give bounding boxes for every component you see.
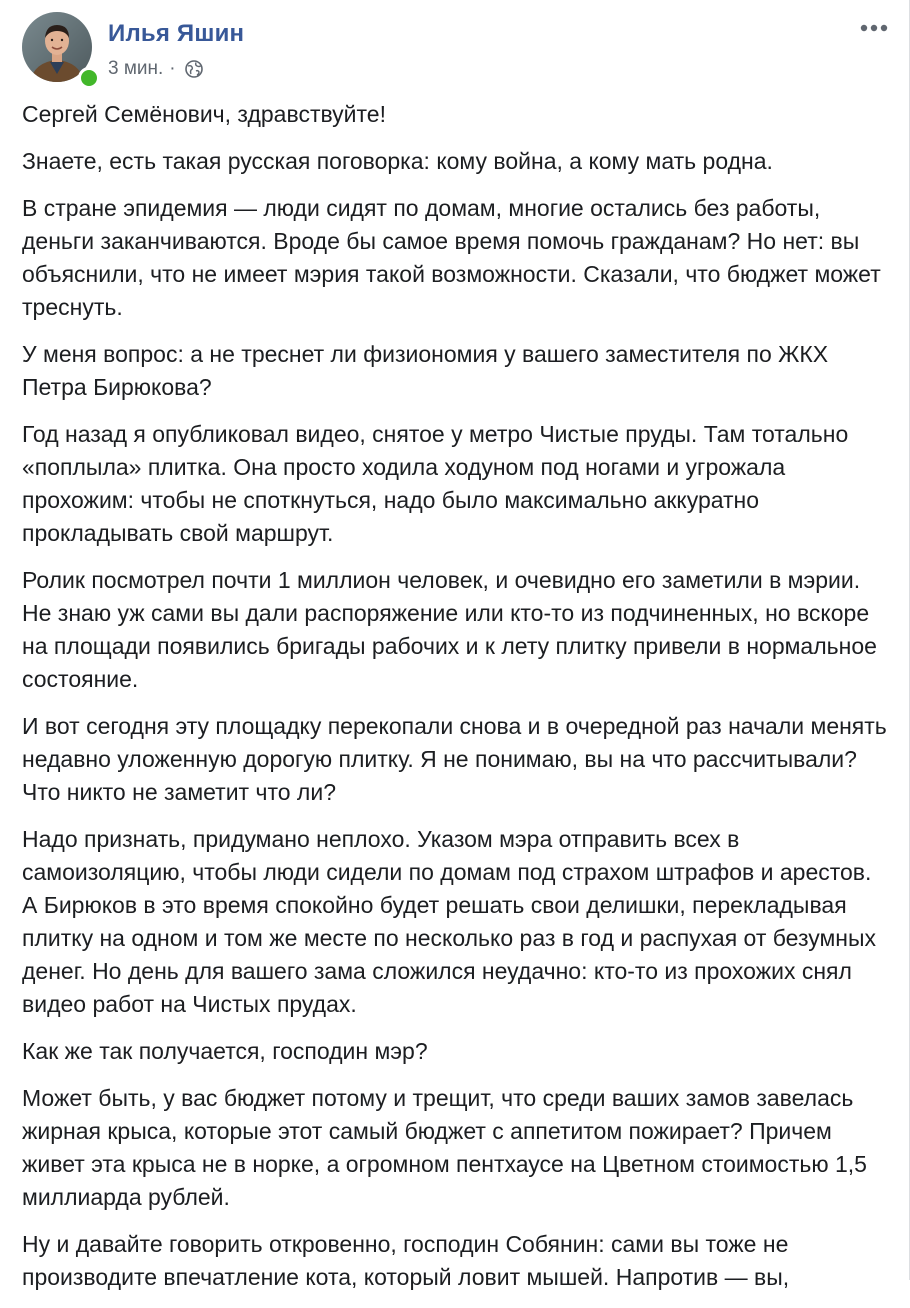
post-paragraph: Год назад я опубликовал видео, снятое у метро Чистые пруды. Там тотально «поплыла» плитка. Она просто ходила ходуном под ногами и угрожала прохожим: чтобы не споткнуться, надо было максимально аккуратно прокладывать свой маршрут.	[22, 421, 849, 546]
post-paragraph: Сергей Семёнович, здравствуйте!	[22, 101, 386, 127]
post-paragraph: Как же так получается, господин мэр?	[22, 1038, 428, 1064]
post-paragraph: Надо признать, придумано неплохо. Указом мэра отправить всех в самоизоляцию, чтобы люди сидели по домам под страхом штрафов и арестов. А Бирюков в это время спокойно будет решать свои делишки, перекладывая плитку на одном и том же месте по несколько раз в год и распухая от безумных денег. Но день для вашего зама сложился неудачно: кто-то из прохожих снял видео работ на Чистых прудах.	[22, 826, 877, 1017]
globe-icon[interactable]	[184, 59, 204, 79]
post-paragraph: Знаете, есть такая русская поговорка: кому война, а кому мать родна.	[22, 148, 773, 174]
post-timestamp[interactable]: 3 мин.	[108, 58, 164, 79]
more-options-icon[interactable]	[856, 18, 892, 38]
post-paragraph: И вот сегодня эту площадку перекопали снова и в очередной раз начали менять недавно уложенную дорогую плитку. Я не понимаю, вы на что рассчитывали? Что никто не заметит что ли?	[22, 713, 887, 805]
post-paragraph: Ролик посмотрел почти 1 миллион человек, и очевидно его заметили в мэрии. Не знаю уж сами вы дали распоряжение или кто-то из подчиненных, но вскоре на площади появились бригады рабочих и к лету плитку привели в нормальное состояние.	[22, 567, 877, 692]
author-name-link[interactable]: Илья Яшин	[108, 20, 245, 47]
post-paragraph: В стране эпидемия — люди сидят по домам, многие остались без работы, деньги заканчиваются. Вроде бы самое время помочь гражданам? Но нет: вы объяснили, что не имеет мэрия такой возможности. Сказали, что бюджет может треснуть.	[22, 195, 881, 320]
post-header	[22, 12, 892, 84]
post-paragraph: Может быть, у вас бюджет потому и трещит, что среди ваших замов завелась жирная крыса, которые этот самый бюджет с аппетитом пожирает? Причем живет эта крыса не в норке, а огромном пентхаусе на Цветном стоимостью 1,5 миллиарда рублей.	[22, 1085, 867, 1210]
post-meta	[108, 58, 204, 80]
online-status-indicator	[78, 67, 100, 89]
post-paragraph: У меня вопрос: а не треснет ли физиономия у вашего заместителя по ЖКХ Петра Бирюкова?	[22, 341, 829, 400]
post-body	[22, 98, 890, 1308]
meta-separator: ·	[169, 58, 176, 79]
post-paragraph: Ну и давайте говорить откровенно, господин Собянин: сами вы тоже не производите впечатление кота, который ловит мышей. Напротив — вы,	[22, 1231, 790, 1290]
